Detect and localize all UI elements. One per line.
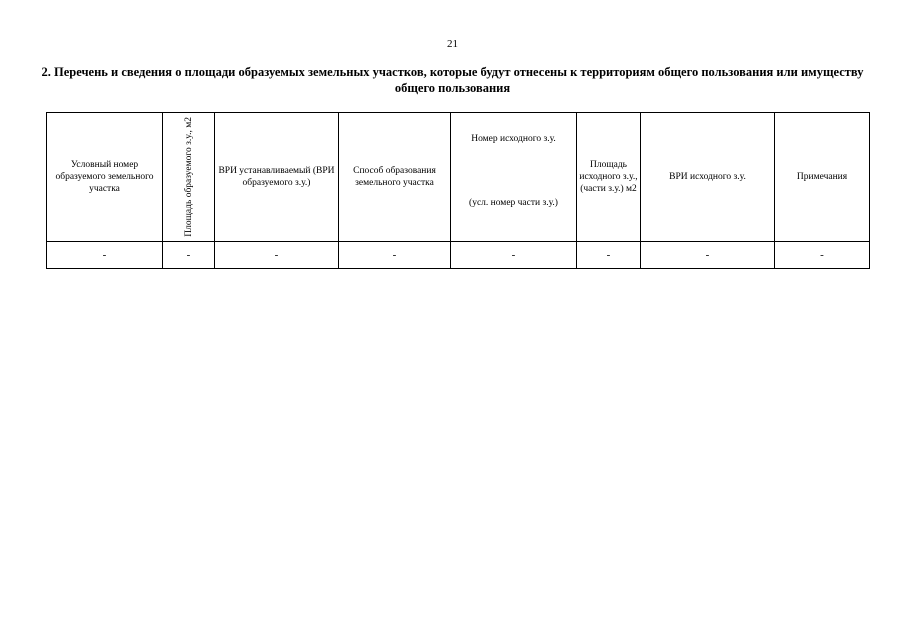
header-cell-source-area: Площадь исходного з.у., (части з.у.) м2: [577, 113, 641, 242]
table-cell: -: [451, 242, 577, 269]
page-number: 21: [447, 38, 458, 50]
table-cell: -: [47, 242, 163, 269]
table-cell: -: [641, 242, 775, 269]
page-title: 2. Перечень и сведения о площади образуемых земельных участков, которые будут отнесены к территориям общего пользования или имуществу общего пользования: [41, 65, 864, 95]
header-cell-formation-method: Способ образования земельного участка: [339, 113, 451, 242]
table-cell: -: [215, 242, 339, 269]
header-cell-source-number-text: Номер исходного з.у.: [471, 134, 556, 144]
header-cell-conditional-number: Условный номер образуемого земельного участка: [47, 113, 163, 242]
header-cell-source-vri: ВРИ исходного з.у.: [641, 113, 775, 242]
header-cell-source-number: [451, 113, 577, 242]
header-cell-vri-established: ВРИ устанавливаемый (ВРИ образуемого з.у.): [215, 113, 339, 242]
header-cell-plot-area-text: Площадь образуемого з.у., м2: [183, 117, 194, 237]
header-cell-notes: Примечания: [775, 113, 870, 242]
header-cell-plot-area: [163, 113, 215, 242]
header-cell-source-part-note: (усл. номер части з.у.): [469, 198, 558, 208]
table-cell: -: [577, 242, 641, 269]
table-header-row: [47, 113, 870, 242]
table-cell: -: [163, 242, 215, 269]
land-plots-table: [46, 112, 870, 269]
table-row: [47, 242, 870, 269]
table-cell: -: [775, 242, 870, 269]
table-cell: -: [339, 242, 451, 269]
